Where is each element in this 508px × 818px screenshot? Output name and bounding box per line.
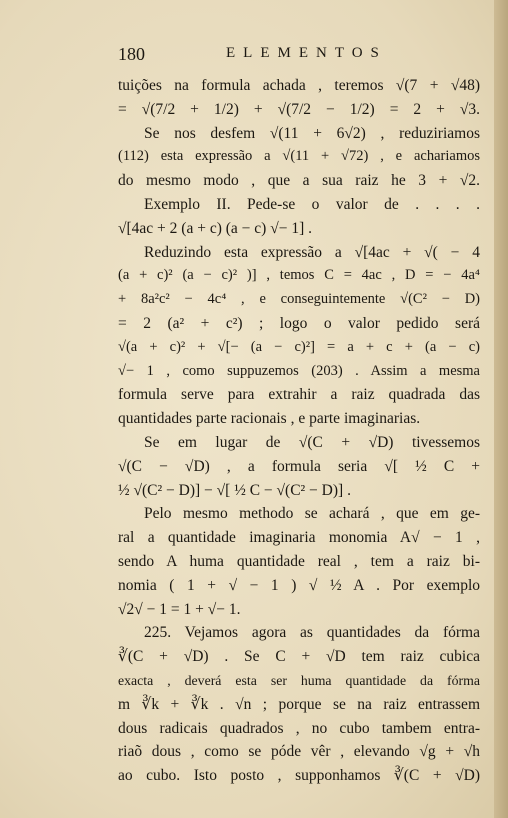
text-line: Reduzindo esta expressão a √[4ac + √( − 4 (144, 243, 480, 261)
page-header (118, 44, 478, 70)
text-line: (112) esta expressão a √(11 + √72) , e achariamos (118, 148, 480, 165)
text-line: tuições na formula achada , teremos √(7 + √48) (118, 77, 480, 94)
text-line: formula serve para extrahir a raiz quadrada das (118, 386, 480, 404)
text-line: Exemplo II. Pede-se o valor de . . . . (144, 195, 480, 213)
page-edge (494, 0, 508, 818)
running-title: ELEMENTOS (226, 45, 387, 61)
text-line: Se nos desfem √(11 + 6√2) , reduziriamos (144, 124, 480, 142)
text-line: m ∛k + ∛k . √n ; porque se na raiz entrassem (118, 695, 480, 713)
text-line: √(a + c)² + √[− (a − c)²] = a + c + (a − c) (118, 338, 480, 355)
text-line: nomia ( 1 + √ − 1 ) √ ½ A . Por exemplo (118, 576, 480, 594)
text-line: √(C − √D) , a formula seria √[ ½ C + (118, 457, 480, 475)
text-line: sendo A huma quantidade real , tem a raiz bi- (118, 552, 480, 570)
text-line: do mesmo modo , que a sua raiz he 3 + √2. (118, 172, 480, 190)
text-line: ral a quantidade imaginaria monomia A√ − 1 , (118, 529, 480, 547)
text-line: √[4ac + 2 (a + c) (a − c) √− 1] . (118, 219, 312, 237)
text-line: (a + c)² (a − c)² )] , temos C = 4ac , D = − 4a⁴ (118, 267, 480, 284)
text-line: Pelo mesmo methodo se achará , que em ge- (144, 505, 480, 523)
text-line: ½ √(C² − D)] − √[ ½ C − √(C² − D)] . (118, 481, 351, 499)
text-line: riaõ dous , como se póde vêr , elevando √g + √h (118, 743, 480, 761)
text-line: ao cubo. Isto posto , supponhamos ∛(C + √D) (118, 767, 480, 785)
text-line: = √(7/2 + 1/2) + √(7/2 − 1/2) = 2 + √3. (118, 100, 480, 118)
text-line: quantidades parte racionais , e parte imaginarias. (118, 410, 421, 428)
text-line: √2√ − 1 = 1 + √− 1. (118, 600, 241, 618)
text-line: dous radicais quadrados , no cubo tambem entra- (118, 719, 480, 737)
text-line: + 8a²c² − 4c⁴ , e conseguintemente √(C² − D) (118, 291, 480, 308)
text-line: Se em lugar de √(C + √D) tivessemos (144, 433, 480, 451)
text-line: √− 1 , como suppuzemos (203) . Assim a mesma (118, 362, 480, 379)
text-line: 225. Vejamos agora as quantidades da fórma (144, 624, 480, 642)
text-line: exacta , deverá esta ser huma quantidade da fórma (118, 672, 480, 688)
body-text (118, 74, 480, 788)
text-line: ∛(C + √D) . Se C + √D tem raiz cubica (118, 648, 480, 666)
page-number: 180 (118, 44, 145, 64)
text-line: = 2 (a² + c²) ; logo o valor pedido será (118, 314, 480, 332)
